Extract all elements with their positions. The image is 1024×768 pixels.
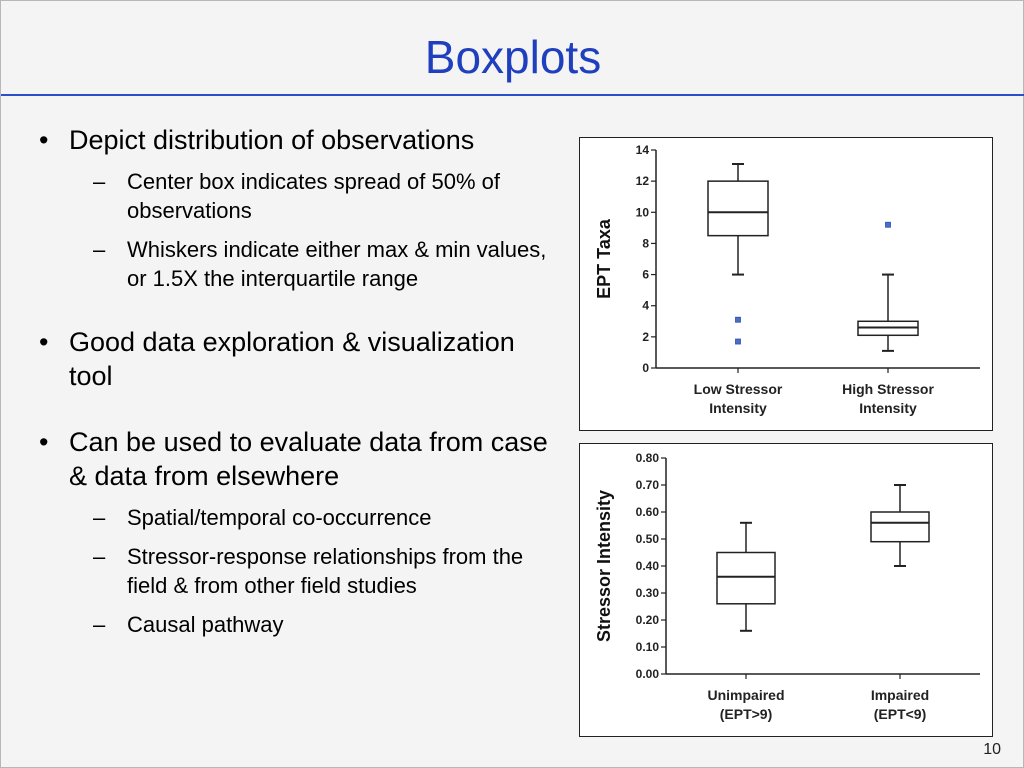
title-divider bbox=[1, 94, 1024, 96]
stressor-intensity-boxplot-svg bbox=[580, 444, 992, 736]
y-tick-label: 14 bbox=[635, 143, 649, 157]
y-tick-label: 2 bbox=[642, 329, 649, 344]
dash-icon: – bbox=[93, 237, 106, 262]
bullet-2-text: Good data exploration & visualization tool bbox=[69, 327, 515, 391]
category-label: (EPT<9) bbox=[873, 706, 927, 722]
category-label: Impaired bbox=[870, 687, 930, 703]
y-tick-label: 0.70 bbox=[635, 478, 659, 492]
ept-taxa-boxplot-svg bbox=[580, 138, 992, 430]
bullet-2 bbox=[31, 325, 561, 393]
y-tick-label: 12 bbox=[635, 174, 649, 189]
category-label: (EPT>9) bbox=[719, 706, 773, 722]
outlier-point bbox=[736, 339, 741, 344]
sub-bullet-3-3 bbox=[31, 610, 561, 639]
iqr-box bbox=[708, 181, 768, 236]
sub-bullet-3-2 bbox=[31, 542, 561, 600]
bullet-1 bbox=[31, 123, 561, 157]
sub-bullet-1-2 bbox=[31, 235, 561, 293]
sub-bullet-1-1-text: Center box indicates spread of 50% of observations bbox=[127, 169, 501, 223]
y-tick-label: 0.80 bbox=[635, 451, 659, 465]
y-tick-label: 0.50 bbox=[635, 532, 659, 546]
category-label: Intensity bbox=[709, 400, 767, 416]
y-tick-label: 10 bbox=[635, 205, 649, 220]
iqr-box bbox=[871, 512, 929, 542]
slide-title: Boxplots bbox=[424, 31, 602, 83]
y-tick-label: 8 bbox=[642, 236, 649, 251]
y-tick-label: 4 bbox=[642, 298, 649, 313]
bullet-dot-icon: • bbox=[39, 327, 49, 357]
y-tick-label: 6 bbox=[642, 267, 649, 282]
y-tick-label: 0.20 bbox=[635, 613, 659, 627]
sub-bullet-3-1 bbox=[31, 503, 561, 532]
iqr-box bbox=[717, 553, 775, 604]
category-label: Unimpaired bbox=[707, 687, 785, 703]
sub-bullet-1-2-text: Whiskers indicate either max & min values, or 1.5X the interquartile range bbox=[127, 237, 547, 291]
y-tick-label: 0.10 bbox=[635, 640, 659, 654]
bullet-dot-icon: • bbox=[39, 125, 49, 155]
category-label: Low Stressor bbox=[693, 381, 783, 397]
page-number: 10 bbox=[983, 741, 1001, 758]
y-axis-title: EPT Taxa bbox=[594, 219, 614, 299]
sub-bullet-3-2-text: Stressor-response relationships from the field & from other field studies bbox=[127, 544, 524, 598]
dash-icon: – bbox=[93, 544, 106, 569]
sub-bullet-1-1 bbox=[31, 167, 561, 225]
bullet-1-text: Depict distribution of observations bbox=[69, 125, 475, 155]
y-tick-label: 0.00 bbox=[635, 667, 659, 681]
bullet-3 bbox=[31, 425, 561, 493]
bullet-list bbox=[31, 123, 561, 649]
dash-icon: – bbox=[93, 169, 106, 194]
dash-icon: – bbox=[93, 505, 106, 530]
dash-icon: – bbox=[93, 612, 106, 637]
ept-taxa-boxplot bbox=[579, 137, 993, 431]
outlier-point bbox=[736, 317, 741, 322]
sub-bullet-3-1-text: Spatial/temporal co-occurrence bbox=[127, 505, 432, 530]
category-label: Intensity bbox=[859, 400, 917, 416]
bullet-dot-icon: • bbox=[39, 427, 49, 457]
sub-bullet-3-3-text: Causal pathway bbox=[127, 612, 284, 637]
y-tick-label: 0.40 bbox=[635, 559, 659, 573]
category-label: High Stressor bbox=[842, 381, 934, 397]
outlier-point bbox=[886, 222, 891, 227]
y-tick-label: 0.60 bbox=[635, 505, 659, 519]
y-tick-label: 0.30 bbox=[635, 586, 659, 600]
y-axis-title: Stressor Intensity bbox=[594, 489, 614, 643]
y-tick-label: 0 bbox=[642, 361, 649, 375]
bullet-3-text: Can be used to evaluate data from case & data from elsewhere bbox=[69, 427, 548, 491]
stressor-intensity-boxplot bbox=[579, 443, 993, 737]
